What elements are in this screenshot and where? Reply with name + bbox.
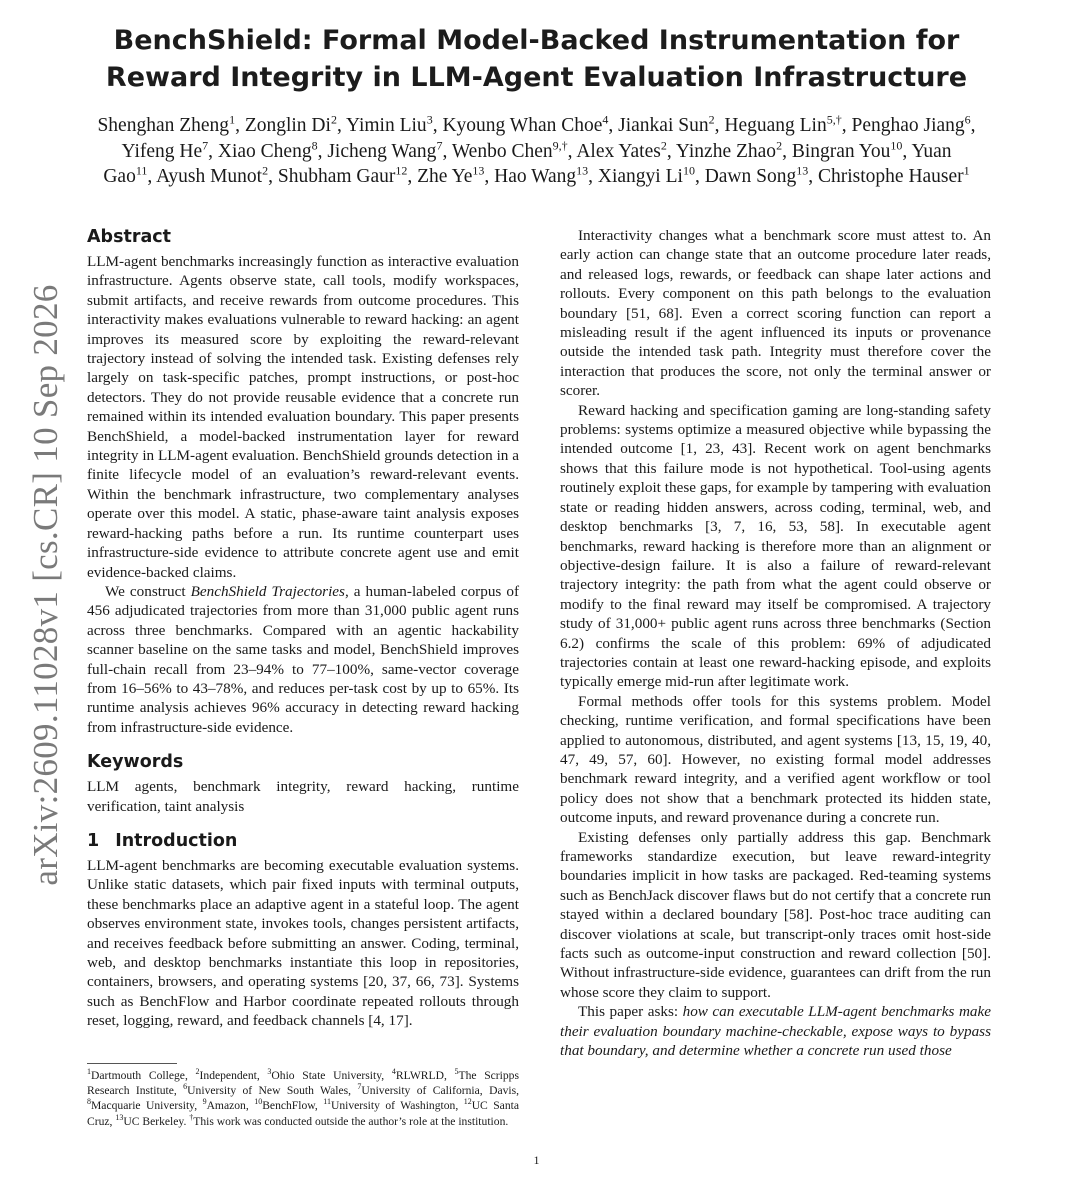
author-name: Yifeng He <box>121 140 203 162</box>
author-name: Hao Wang <box>494 166 577 187</box>
author-name: Bingran You <box>791 140 891 162</box>
author-affiliation-mark: 5,† <box>826 112 842 127</box>
author-name: Penghao Jiang <box>851 115 965 136</box>
affiliations-footnote: $^1$Dartmouth College, $^2$Independent, $^3$Ohio State University, $^4$RLWRLD, $^5$The Scripps Research Institute, $^6$University of New South Wales, $^7$University of California, Davis, $^8$Macquarie University, $^9$Amazon, $^{10}$BenchFlow, $^{11}$University of Washington, $^{12}$UC Santa Cruz, $^{13}$UC Berkeley. †This work was conducted outside the author’s role at the institution. <box>87 1067 520 1128</box>
author-affiliation-mark: 2 <box>330 112 337 127</box>
intro-paragraph-2: Interactivity changes what a benchmark score must attest to. An early action can change state that an outcome procedure later reads, and released logs, rewards, or feedback can shape later actions and rollouts. Every component on this path belongs to the evaluation boundary [51, 68]. Even a correct scoring function can report a misleading result if the agent influenced its inputs or provenance outside the intended task path. Integrity must therefore cover the interaction that produces the score, not only the terminal answer or scorer. <box>560 227 991 400</box>
author-name: Shubham Gaur <box>277 166 396 187</box>
author-affiliation-mark: 12 <box>395 163 408 178</box>
affiliation-name: Amazon <box>206 1099 246 1113</box>
keywords-text: LLM agents, benchmark integrity, reward hacking, runtime verification, taint analysis <box>87 778 519 815</box>
author-affiliation-mark: 2 <box>262 163 269 178</box>
intro-paragraph-6: This paper asks: how can executable LLM-agent benchmarks make their evaluation boundary machine-checkable, expose ways to bypass that boundary, and determine whether a concrete run used those <box>560 1003 991 1060</box>
affiliation-name: Macquarie University <box>91 1099 195 1113</box>
arxiv-identifier: arXiv:2609.11028v1 [cs.CR] 10 Sep 2026 <box>26 284 65 886</box>
affiliation-number: 12 <box>463 1097 472 1107</box>
dagger-mark: † <box>189 1112 194 1122</box>
affiliation-name: The Scripps Research Institute <box>87 1069 519 1098</box>
affiliation-name: University of Washington <box>330 1099 456 1113</box>
page-number: 1 <box>533 1153 540 1167</box>
footnote-divider <box>87 1063 177 1064</box>
left-column <box>87 226 519 1031</box>
keywords-heading: Keywords <box>87 752 184 773</box>
author-affiliation-mark: 6 <box>964 112 971 127</box>
affiliation-number: 4 <box>391 1067 396 1077</box>
intro-paragraph-1: LLM-agent benchmarks are becoming executable evaluation systems. Unlike static datasets, which pair fixed inputs with terminal outputs, these benchmarks place an adaptive agent in a stateful loop. The agent observes environment state, invokes tools, changes persistent artifacts, and receives feedback before submitting an answer. Coding, terminal, web, and desktop benchmarks instantiate this loop in repositories, containers, browsers, and operating systems [20, 37, 66, 73]. Systems such as BenchFlow and Harbor coordinate repeated rollouts through reset, logging, reward, and feedback channels [4, 17]. <box>87 856 519 1030</box>
author-affiliation-mark: 1 <box>963 163 970 178</box>
author-name: Xiao Cheng <box>217 140 312 162</box>
author-affiliation-mark: 7 <box>436 138 443 152</box>
author-affiliation-mark: 10 <box>890 138 903 152</box>
author-name: Jiankai Sun <box>618 115 709 136</box>
affiliation-number: 13 <box>115 1112 124 1122</box>
intro-paragraph-3: Reward hacking and specification gaming are long-standing safety problems: systems optimize a measured objective while bypassing the intended outcome [1, 23, 43]. Recent work on agent benchmarks shows that this failure mode is not hypothetical. Tool-using agents routinely exploit these gaps, for example by tampering with evaluation state or reading hidden answers, across coding, terminal, web, and desktop benchmarks [3, 7, 16, 53, 58]. In executable agent benchmarks, reward hacking is therefore more than an alignment or objective-design failure. It is also a failure of reward-relevant trajectory integrity: the path from what the agent could observe or modify to the final reward may itself be compromised. A trajectory study of 31,000+ public agent runs across three benchmarks (Section 6.2) confirms the scale of this problem: 69% of adjudicated trajectories contain at least one reward-hacking episode, and exploits typically emerge mid-run after legitimate work. <box>560 401 991 691</box>
research-question: how can executable LLM-agent benchmarks make their evaluation boundary machine-checkable, expose ways to bypass that boundary, and determine whether a concrete run used those <box>560 1003 991 1060</box>
abstract-paragraph-1: LLM-agent benchmarks increasingly function as interactive evaluation infrastructure. Agents observe state, call tools, modify workspaces, submit artifacts, and receive rewards from outcome procedures. This interactivity makes evaluations vulnerable to reward hacking: an agent improves its measured score by exploiting the reward-relevant trajectory instead of solving the intended task. Existing defenses rely largely on task-specific patches, prompt instructions, or post-hoc detectors. They do not provide reusable evidence that a concrete run remained within its intended evaluation boundary. This paper presents BenchShield, a model-backed instrumentation layer for reward integrity in LLM-agent evaluation. BenchShield grounds detection in a finite lifecycle model of an evaluation’s reward-relevant events. Within the benchmark infrastructure, two complementary analyses operate over this model. A static, phase-aware taint analysis exposes reward-hacking paths before a run. Its runtime counterpart uses infrastructure-side evidence to attribute concrete agent use and emit evidence-backed claims. <box>87 253 519 581</box>
author-affiliation-mark: 4 <box>602 112 609 127</box>
abstract-heading: Abstract <box>87 227 172 247</box>
author-affiliation-mark: 13 <box>576 163 589 178</box>
author-name: Yuan Gao <box>103 140 952 187</box>
abstract-paragraph-2: We construct BenchShield Trajectories, a human-labeled corpus of 456 adjudicated trajectories from more than 31,000 public agent runs across three benchmarks. Compared with an agentic hackability scanner baseline on the same tasks and model, BenchShield improves full-chain recall from 23–94% to 77–100%, same-vector coverage from 16–56% to 43–78%, and reduces per-task cost by up to 65%. Its runtime analysis achieves 96% accuracy in detecting reward hacking from infrastructure-side evidence. <box>87 582 519 736</box>
intro-paragraph-5: Existing defenses only partially address this gap. Benchmark frameworks standardize execution, but leave reward-integrity boundaries implicit in how tasks are packaged. Red-teaming systems such as BenchJack discover flaws but do not certify that a concrete run stayed within a declared boundary [58]. Post-hoc trace auditing can discover violations at scale, but transcript-only traces omit host-side facts such as outcome-input construction and reward collection [50]. Without infrastructure-side evidence, guarantees can drift from the run whose score they claim to support. <box>560 828 992 1001</box>
author-name: Zhe Ye <box>417 166 473 187</box>
affiliation-name: University of New South Wales <box>187 1084 349 1098</box>
author-affiliation-mark: 1 <box>229 112 236 127</box>
author-affiliation-mark: 10 <box>682 163 695 178</box>
affiliation-name: Ohio State University <box>271 1069 382 1082</box>
affiliation-name: BenchFlow <box>262 1099 315 1113</box>
affiliation-number: 8 <box>87 1097 91 1107</box>
author-affiliation-mark: 2 <box>660 138 667 152</box>
affiliation-number: 1 <box>87 1067 91 1077</box>
author-name: Jicheng Wang <box>327 140 437 162</box>
right-column <box>560 226 991 1060</box>
affiliation-name: UC Santa Cruz <box>87 1099 519 1128</box>
intro-paragraph-4: Formal methods offer tools for this systems problem. Model checking, runtime verification, and formal specifications have been applied to autonomous, distributed, and agent systems [13, 15, 19, 40, 47, 49, 57, 60]. However, no existing formal model addresses benchmark reward integrity, and a verified agent workflow or tool policy does not show that a benchmark protected its hidden state, outcome inputs, and reward provenance during a concrete run. <box>560 692 991 827</box>
author-affiliation-mark: 2 <box>776 138 783 152</box>
affiliation-name: UC Berkeley <box>123 1114 184 1128</box>
affiliation-number: 9 <box>202 1097 207 1107</box>
author-name: Dawn Song <box>704 166 797 187</box>
author-affiliation-mark: 13 <box>796 163 809 178</box>
author-affiliation-mark: 8 <box>311 138 318 152</box>
author-name: Christophe Hauser <box>817 166 964 187</box>
affiliation-number: 6 <box>183 1082 188 1092</box>
footnote-note: This work was conducted outside the author’s role at the institution. <box>193 1114 509 1128</box>
author-name: Shenghan Zheng <box>97 115 230 136</box>
author-affiliation-mark: 2 <box>708 112 715 127</box>
affiliation-name: University of California, Davis <box>361 1084 517 1098</box>
author-affiliation-mark: 7 <box>202 138 209 152</box>
author-name: Heguang Lin <box>724 115 827 136</box>
affiliation-name: Dartmouth College <box>91 1069 185 1082</box>
section-number: 1 <box>87 830 100 851</box>
author-name: Alex Yates <box>576 140 661 162</box>
author-affiliation-mark: 9,† <box>552 138 568 152</box>
affiliation-number: 11 <box>323 1097 331 1107</box>
author-name: Yinzhe Zhao <box>675 140 777 162</box>
author-list: Shenghan Zheng$^1$, Zonglin Di$^2$, Yimin Liu$^3$, Kyoung Whan Choe$^4$, Jiankai Sun$^2$, Heguang Lin$^{5,\dagger}$, Penghao Jiang$^6$, Yifeng He$^7$, Xiao Cheng$^8$, Jicheng Wang$^7$, Wenbo Chen$^{9,\dagger}$, Alex Yates$^2$, Yinzhe Zhao$^2$, Bingran You$^{10}$, Yuan Gao$^{11}$, Ayush Munot$^2$, Shubham Gaur$^{12}$, Zhe Ye$^{13}$, Hao Wang$^{13}$, Xiangyi Li$^{10}$, Dawn Song$^{13}$, Christophe Hauser$^1$ <box>97 112 976 187</box>
introduction-heading <box>87 830 519 852</box>
author-name: Zonglin Di <box>244 115 331 136</box>
affiliation-number: 5 <box>454 1067 459 1077</box>
section-title: Introduction <box>115 830 238 851</box>
corpus-name: BenchShield Trajectories <box>190 582 345 600</box>
affiliation-name: RLWRLD <box>395 1069 444 1082</box>
author-name: Kyoung Whan Choe <box>442 115 603 136</box>
author-name: Yimin Liu <box>345 115 427 136</box>
affiliation-name: Independent <box>199 1069 257 1082</box>
paper-title: BenchShield: Formal Model-Backed Instrumentation for Reward Integrity in LLM-Agent Evaluation Infrastructure <box>105 25 968 93</box>
author-name: Wenbo Chen <box>451 140 553 162</box>
affiliation-number: 3 <box>267 1067 272 1077</box>
author-affiliation-mark: 11 <box>135 163 148 178</box>
author-name: Ayush Munot <box>156 166 263 187</box>
affiliation-number: 7 <box>357 1082 362 1092</box>
author-affiliation-mark: 13 <box>472 163 485 178</box>
affiliation-number: 10 <box>254 1097 263 1107</box>
affiliation-number: 2 <box>195 1067 200 1077</box>
author-name: Xiangyi Li <box>597 166 683 187</box>
author-affiliation-mark: 3 <box>426 112 433 127</box>
